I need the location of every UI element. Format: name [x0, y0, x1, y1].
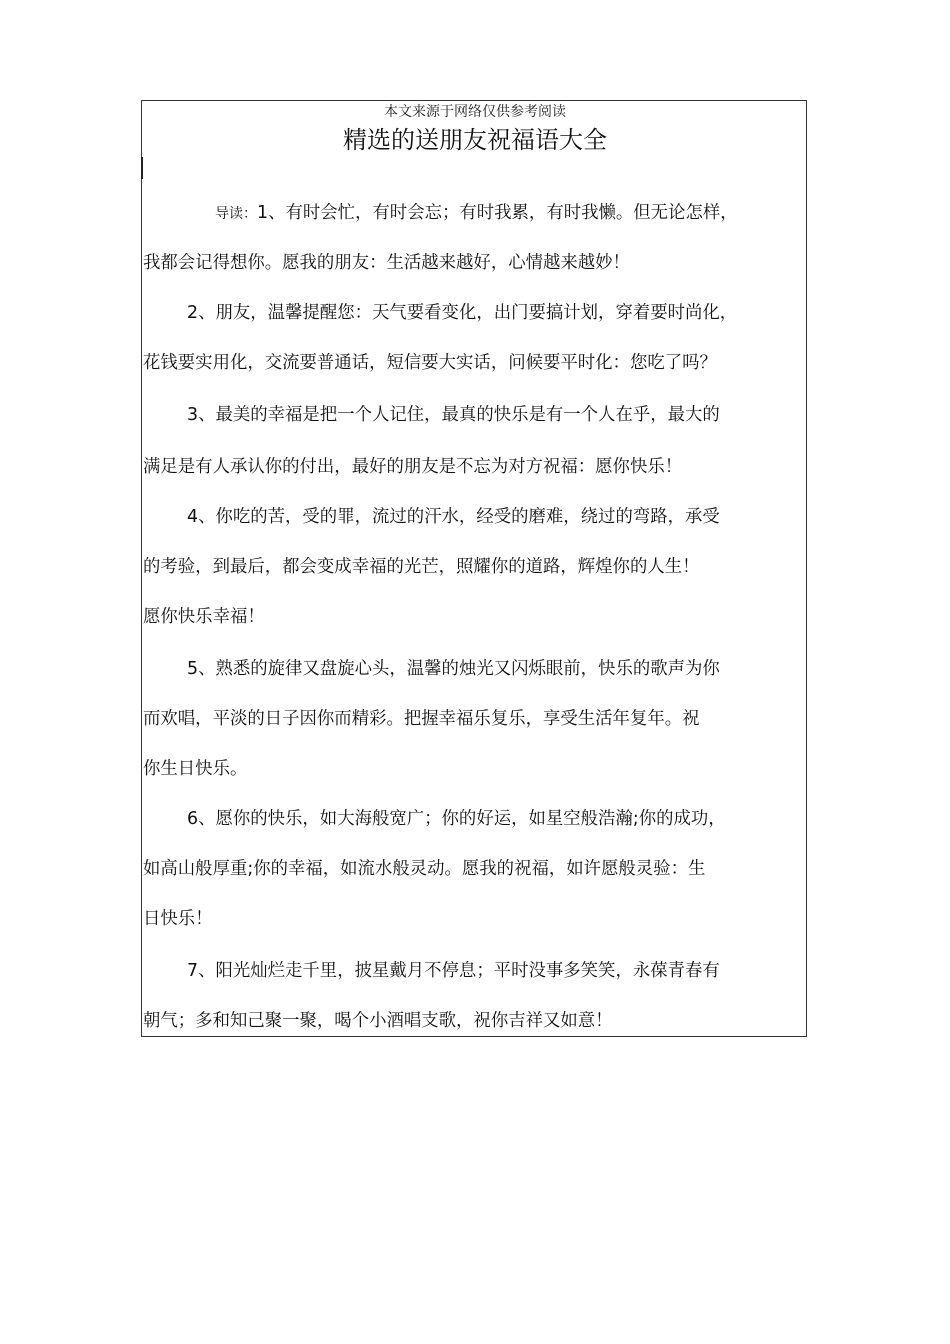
paragraph-line: 6、愿你的快乐，如大海般宽广；你的好运，如星空般浩瀚;你的成功， — [187, 809, 726, 829]
paragraph-line: 日快乐！ — [143, 909, 213, 929]
paragraph-line — [143, 200, 883, 227]
paragraph-line: 的考验，到最后，都会变成幸福的光芒，照耀你的道路，辉煌你的人生！ — [143, 557, 700, 577]
paragraph-line: 愿你快乐幸福！ — [143, 607, 265, 627]
intro-label: 导读： — [215, 206, 257, 222]
paragraph-line: 朝气；多和知己聚一聚，喝个小酒唱支歌，祝你吉祥又如意！ — [143, 1011, 613, 1031]
cursor-mark — [141, 157, 143, 179]
page-title: 精选的送朋友祝福语大全 — [343, 126, 607, 154]
paragraph-line: 我都会记得想你。愿我的朋友：生活越来越好，心情越来越妙！ — [143, 253, 630, 273]
paragraph-line: 满足是有人承认你的付出，最好的朋友是不忘为对方祝福：愿你快乐！ — [143, 457, 683, 477]
paragraph-line: 5、熟悉的旋律又盘旋心头，温馨的烛光又闪烁眼前，快乐的歌声为你 — [187, 659, 720, 679]
source-note: 本文来源于网络仅供参考阅读 — [384, 104, 566, 120]
paragraph-line: 花钱要实用化，交流要普通话，短信要大实话，问候要平时化：您吃了吗？ — [143, 353, 717, 373]
paragraph-line: 你生日快乐。 — [143, 759, 248, 779]
paragraph-line: 7、阳光灿烂走千里，披星戴月不停息；平时没事多笑笑，永葆青春有 — [187, 961, 720, 981]
paragraph-line: 3、最美的幸福是把一个人记住，最真的快乐是有一个人在乎，最大的 — [187, 405, 720, 425]
paragraph-line: 而欢唱，平淡的日子因你而精彩。把握幸福乐复乐，享受生活年复年。祝 — [143, 709, 700, 729]
paragraph-line: 如高山般厚重;你的幸福，如流水般灵动。愿我的祝福，如许愿般灵验：生 — [143, 859, 706, 879]
paragraph-line: 4、你吃的苦，受的罪，流过的汗水，经受的磨难，绕过的弯路，承受 — [187, 507, 720, 527]
paragraph-text: 1、有时会忙，有时会忘；有时我累，有时我懒。但无论怎样， — [257, 203, 738, 223]
paragraph-line: 2、朋友，温馨提醒您：天气要看变化，出门要搞计划，穿着要时尚化， — [187, 303, 738, 323]
